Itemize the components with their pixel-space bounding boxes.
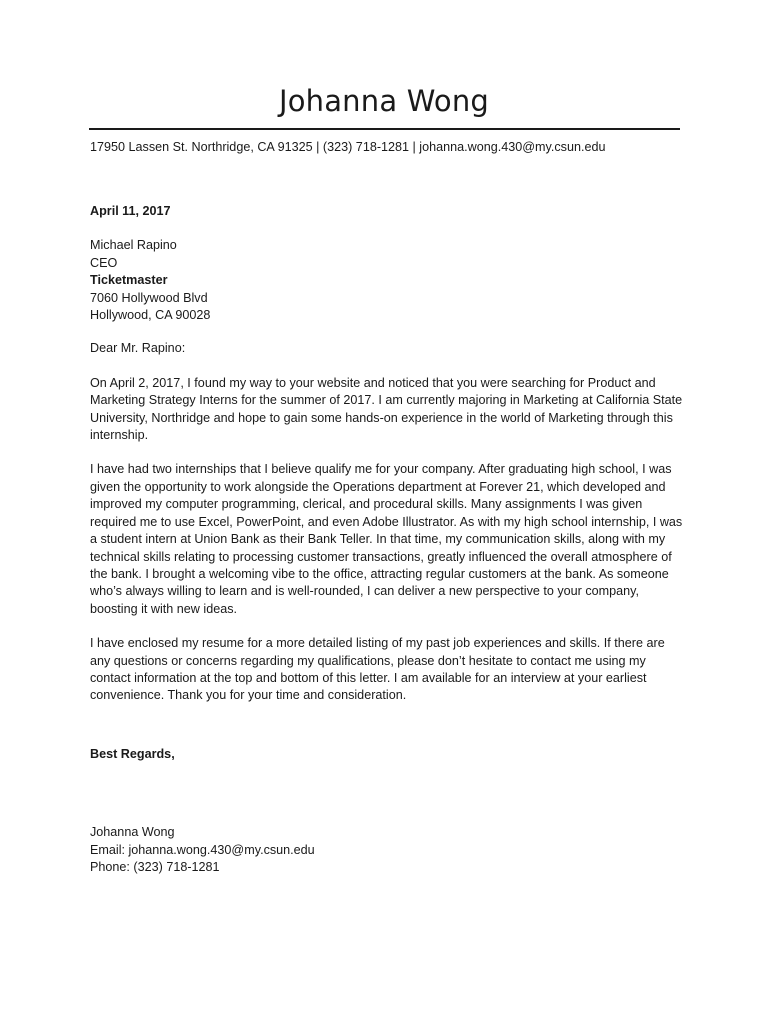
recipient-block — [90, 237, 685, 324]
sender-contact-line: 17950 Lassen St. Northridge, CA 91325 | (323) 718-1281 | johanna.wong.430@my.csun.edu — [90, 140, 606, 154]
signature-phone: Phone: (323) 718-1281 — [90, 859, 220, 874]
recipient-title: CEO — [90, 255, 118, 270]
sender-name-heading: Johanna Wong — [278, 84, 490, 118]
signature-block — [90, 824, 685, 876]
signature-name: Johanna Wong — [90, 825, 175, 840]
letter-date: April 11, 2017 — [90, 204, 171, 218]
salutation: Dear Mr. Rapino: — [90, 341, 186, 356]
recipient-city: Hollywood, CA 90028 — [90, 308, 211, 323]
paragraph-intro: On April 2, 2017, I found my way to your website and noticed that you were searching for Product and Marketing Strategy Interns for the summer of 2017. I am currently majoring in Marketing at California State University, Northridge and hope to gain some hands-on experience in the world of Marketing through this internship. — [90, 375, 683, 443]
recipient-street: 7060 Hollywood Blvd — [90, 290, 208, 305]
recipient-name: Michael Rapino — [90, 238, 177, 253]
letter-body — [90, 203, 685, 876]
closing-phrase: Best Regards, — [90, 746, 175, 761]
header-divider — [89, 128, 680, 130]
paragraph-experience: I have had two internships that I believe qualify me for your company. After graduating high school, I was given the opportunity to work alongside the Operations department at Forever 21, which developed and improved my computer programming, clerical, and procedural skills. Many assignments I was given required me to use Excel, PowerPoint, and even Adobe Illustrator. As with my high school internship, I was a student intern at Union Bank as their Bank Teller. In that time, my communication skills, along with my technical skills relating to processing customer transactions, greatly influenced the overall atmosphere of the bank. I brought a welcoming vibe to the office, attracting regular customers at the bank. As someone who’s always willing to learn and is well-rounded, I can deliver a new perspective to your company, boosting it with new ideas. — [90, 462, 683, 616]
paragraph-closing: I have enclosed my resume for a more detailed listing of my past job experiences and skills. If there are any questions or concerns regarding my qualifications, please don’t hesitate to contact me using my contact information at the top and bottom of this letter. I am available for an interview at your earliest convenience. Thank you for your time and consideration. — [90, 636, 665, 703]
recipient-company: Ticketmaster — [90, 273, 168, 288]
signature-email: Email: johanna.wong.430@my.csun.edu — [90, 842, 315, 857]
